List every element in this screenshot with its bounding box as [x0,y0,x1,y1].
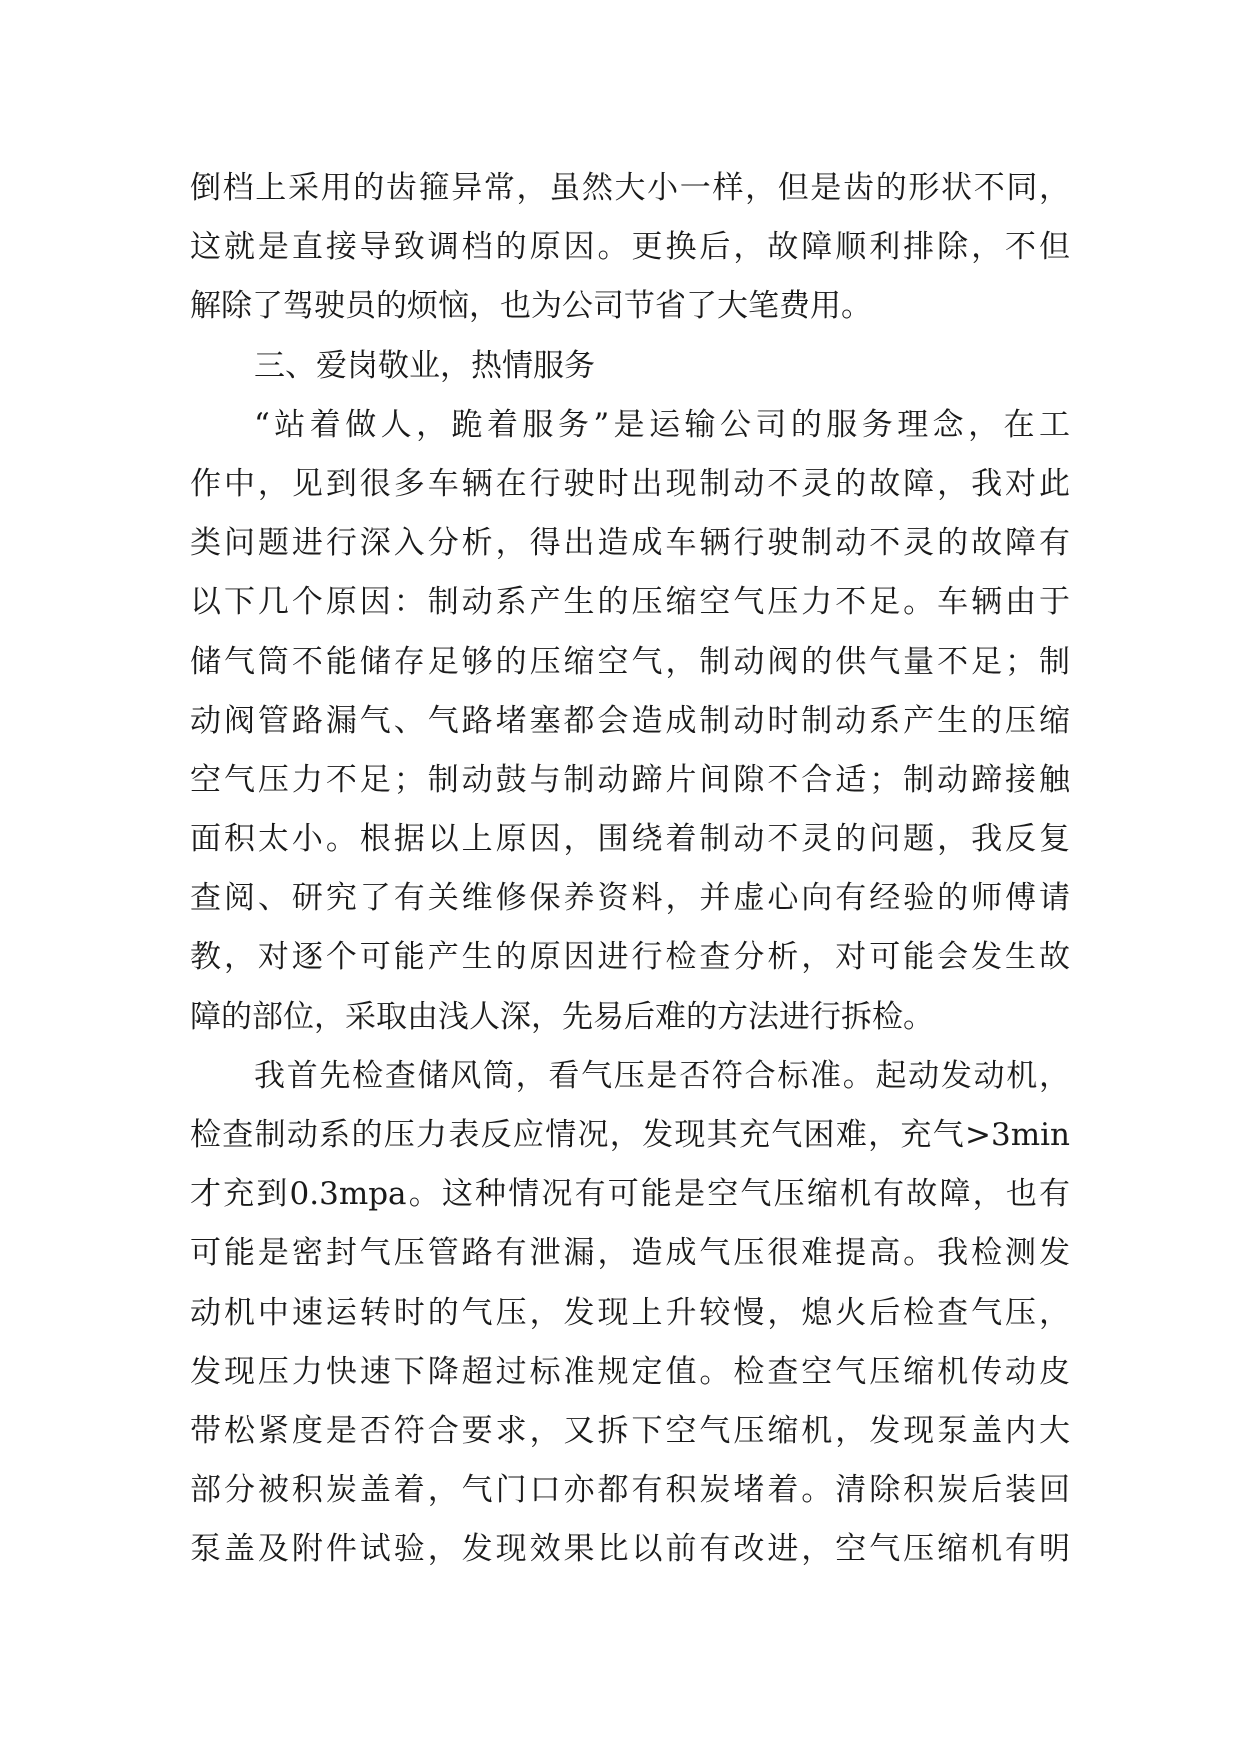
text-line: 以下几个原因：制动系产生的压缩空气压力不足。车辆由于 [190,584,1070,621]
text-line: 教，对逐个可能产生的原因进行检查分析，对可能会发生故 [190,939,1070,976]
text-line: 动机中速运转时的气压，发现上升较慢，熄火后检查气压， [190,1294,1070,1331]
text-line: 我首先检查储风筒，看气压是否符合标准。起动发动机， [254,1057,1070,1094]
text-line: 面积太小。根据以上原因，围绕着制动不灵的问题，我反复 [190,821,1070,858]
text-line: 可能是密封气压管路有泄漏，造成气压很难提高。我检测发 [190,1235,1070,1272]
text-line: 动阀管路漏气、气路堵塞都会造成制动时制动系产生的压缩 [190,702,1070,739]
text-line: 空气压力不足；制动鼓与制动蹄片间隙不合适；制动蹄接触 [190,761,1070,798]
text-line: 这就是直接导致调档的原因。更换后，故障顺利排除，不但 [190,229,1070,266]
text-line: 泵盖及附件试验，发现效果比以前有改进，空气压缩机有明 [190,1531,1070,1568]
text-line: 才充到0.3mpa。这种情况有可能是空气压缩机有故障，也有 [190,1176,1070,1213]
text-line: 储气筒不能储存足够的压缩空气，制动阀的供气量不足；制 [190,643,1070,680]
text-line: 类问题进行深入分析，得出造成车辆行驶制动不灵的故障有 [190,525,1070,562]
text-line: 障的部位，采取由浅人深，先易后难的方法进行拆检。 [190,998,934,1035]
text-line: 作中，见到很多车辆在行驶时出现制动不灵的故障，我对此 [190,465,1070,502]
text-line: 查阅、研究了有关维修保养资料，并虚心向有经验的师傅请 [190,880,1070,917]
section-heading: 三、爱岗敬业，热情服务 [254,347,595,384]
text-line: 解除了驾驶员的烦恼，也为公司节省了大笔费用。 [190,288,872,325]
text-line: 倒档上采用的齿箍异常，虽然大小一样，但是齿的形状不同， [190,170,1070,206]
text-line: 检查制动系的压力表反应情况，发现其充气困难，充气>3min [190,1117,1070,1153]
body-text [190,159,1070,1580]
text-line: 带松紧度是否符合要求，又拆下空气压缩机，发现泵盖内大 [190,1412,1070,1449]
text-line: 部分被积炭盖着，气门口亦都有积炭堵着。清除积炭后装回 [190,1472,1070,1509]
text-line: 发现压力快速下降超过标准规定值。检查空气压缩机传动皮 [190,1353,1070,1390]
text-line: “站着做人，跪着服务”是运输公司的服务理念，在工 [254,406,1070,443]
